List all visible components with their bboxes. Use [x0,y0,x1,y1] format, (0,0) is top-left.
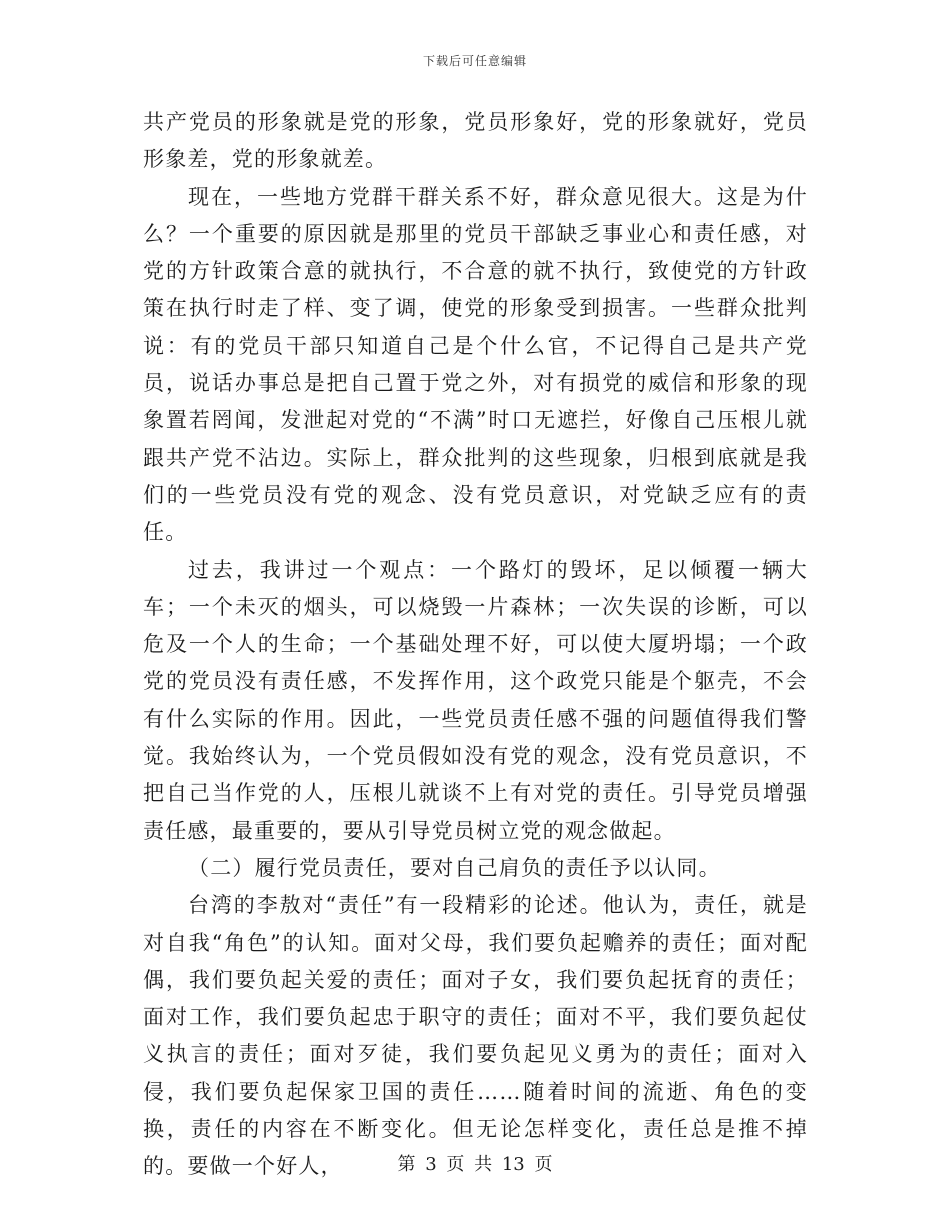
paragraph-responsibility-viewpoint: 过去，我讲过一个观点：一个路灯的毁坏，足以倾覆一辆大车；一个未灭的烟头，可以烧毁一片森林；一次失误的诊断，可以危及一个人的生命；一个基础处理不好，可以使大厦坍塌；一个政党的党员没有责任感，不发挥作用，这个政党只能是个躯壳，不会有什么实际的作用。因此，一些党员责任感不强的问题值得我们警觉。我始终认为，一个党员假如没有党的观念，没有党员意识，不把自己当作党的人，压根儿就谈不上有对党的责任。引导党员增强责任感，最重要的，要从引导党员树立党的观念做起。 [143,557,808,843]
page-footer: 第 3 页 共 13 页 [397,1154,553,1175]
paragraph-li-ao-quote: 台湾的李敖对“责任”有一段精彩的论述。他认为，责任，就是对自我“角色”的认知。面对父母，我们要负起赡养的责任；面对配偶，我们要负起关爱的责任；面对子女，我们要负起抚育的责任；面对工作，我们要负起忠于职守的责任；面对不平，我们要负起仗义执言的责任；面对歹徒，我们要负起见义勇为的责任；面对入侵，我们要负起保家卫国的责任……随着时间的流逝、角色的变换，责任的内容在不断变化。但无论怎样变化，责任总是推不掉的。要做一个好人， [143,893,808,1179]
paragraph-party-relations: 现在，一些地方党群干群关系不好，群众意见很大。这是为什么？一个重要的原因就是那里的党员干部缺乏事业心和责任感，对党的方针政策合意的就执行，不合意的就不执行，致使党的方针政策在执行时走了样、变了调，使党的形象受到损害。一些群众批判说：有的党员干部只知道自己是个什么官，不记得自己是共产党员，说话办事总是把自己置于党之外，对有损党的威信和形象的现象置若罔闻，发泄起对党的“不满”时口无遮拦，好像自己压根儿就跟共产党不沾边。实际上，群众批判的这些现象，归根到底就是我们的一些党员没有党的观念、没有党员意识，对党缺乏应有的责任。 [143,184,808,545]
document-body [143,104,808,1186]
page-header: 下载后可任意编辑 [422,54,527,68]
paragraph-continuation: 共产党员的形象就是党的形象，党员形象好，党的形象就好，党员形象差，党的形象就差。 [143,110,808,172]
section-subheading: （二）履行党员责任，要对自己肩负的责任予以认同。 [188,855,721,880]
